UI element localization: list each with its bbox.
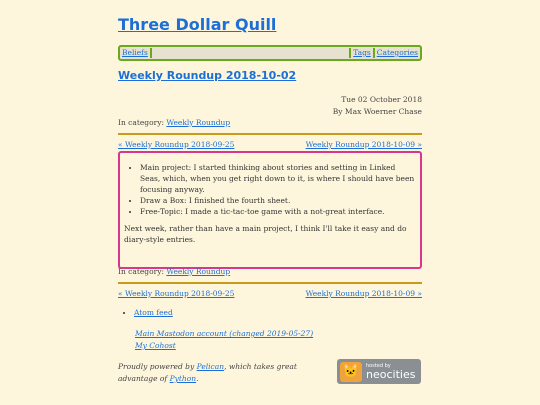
powered-end: . (196, 374, 199, 383)
list-item: • Draw a Box: I finished the fourth sheet. (140, 195, 416, 206)
divider-rule (118, 133, 422, 135)
post-category (118, 267, 230, 276)
list-item: • Free-Topic: I made a tic-tac-toe game with a not-great interface. (140, 206, 416, 217)
nav-categories[interactable]: Categories (376, 48, 418, 57)
list-item (134, 308, 173, 317)
social-links (135, 328, 313, 352)
neocities-badge[interactable] (337, 359, 421, 384)
badge-text (366, 363, 415, 381)
badge-small-text: hosted by (366, 362, 391, 369)
powered-prefix: Proudly powered by (118, 362, 197, 371)
mastodon-link[interactable]: Main Mastodon account (changed 2019-05-27) (135, 329, 314, 338)
pelican-link[interactable]: Pelican (196, 362, 225, 371)
powered-by-text (118, 361, 332, 385)
post-title-link[interactable]: Weekly Roundup 2018-10-02 (118, 69, 297, 82)
post-date: Tue 02 October 2018 (341, 95, 422, 104)
feed-list (118, 308, 173, 317)
badge-big-text: neocities (366, 367, 416, 381)
next-post-link[interactable]: Weekly Roundup 2018-10-09 » (305, 289, 422, 298)
divider-rule (118, 282, 422, 284)
post-category (118, 118, 230, 127)
nav-tags[interactable]: Tags (353, 48, 371, 57)
nav-beliefs[interactable]: Beliefs (122, 48, 148, 57)
prev-post-link[interactable]: « Weekly Roundup 2018-09-25 (118, 140, 235, 149)
python-link[interactable]: Python (169, 374, 197, 383)
site-title-link[interactable]: Three Dollar Quill (118, 15, 277, 34)
post-closing-paragraph: Next week, rather than have a main project, I think I'll take it easy and do diary-style entries. (124, 224, 407, 244)
atom-feed-link[interactable]: Atom feed (134, 308, 173, 317)
neocities-cat-icon: 🐱 (340, 362, 362, 382)
cohost-link[interactable]: My Cohost (135, 341, 176, 350)
navbar (118, 45, 422, 61)
post-item-list (120, 162, 420, 217)
powered-middle: , which takes great advantage of (118, 362, 297, 383)
nav-divider (150, 48, 152, 58)
prev-post-link[interactable]: « Weekly Roundup 2018-09-25 (118, 289, 235, 298)
category-link[interactable]: Weekly Roundup (166, 118, 231, 127)
post-content (118, 151, 422, 269)
next-post-link[interactable]: Weekly Roundup 2018-10-09 » (305, 140, 422, 149)
category-link[interactable]: Weekly Roundup (166, 267, 231, 276)
category-prefix: In category: (118, 267, 164, 276)
category-prefix: In category: (118, 118, 164, 127)
post-author: By Max Woerner Chase (332, 107, 422, 116)
list-item: • Main project: I started thinking about stories and setting in Linked Seas, which, when you get right down to it, is where I should have been focusing anyway. (140, 162, 416, 195)
